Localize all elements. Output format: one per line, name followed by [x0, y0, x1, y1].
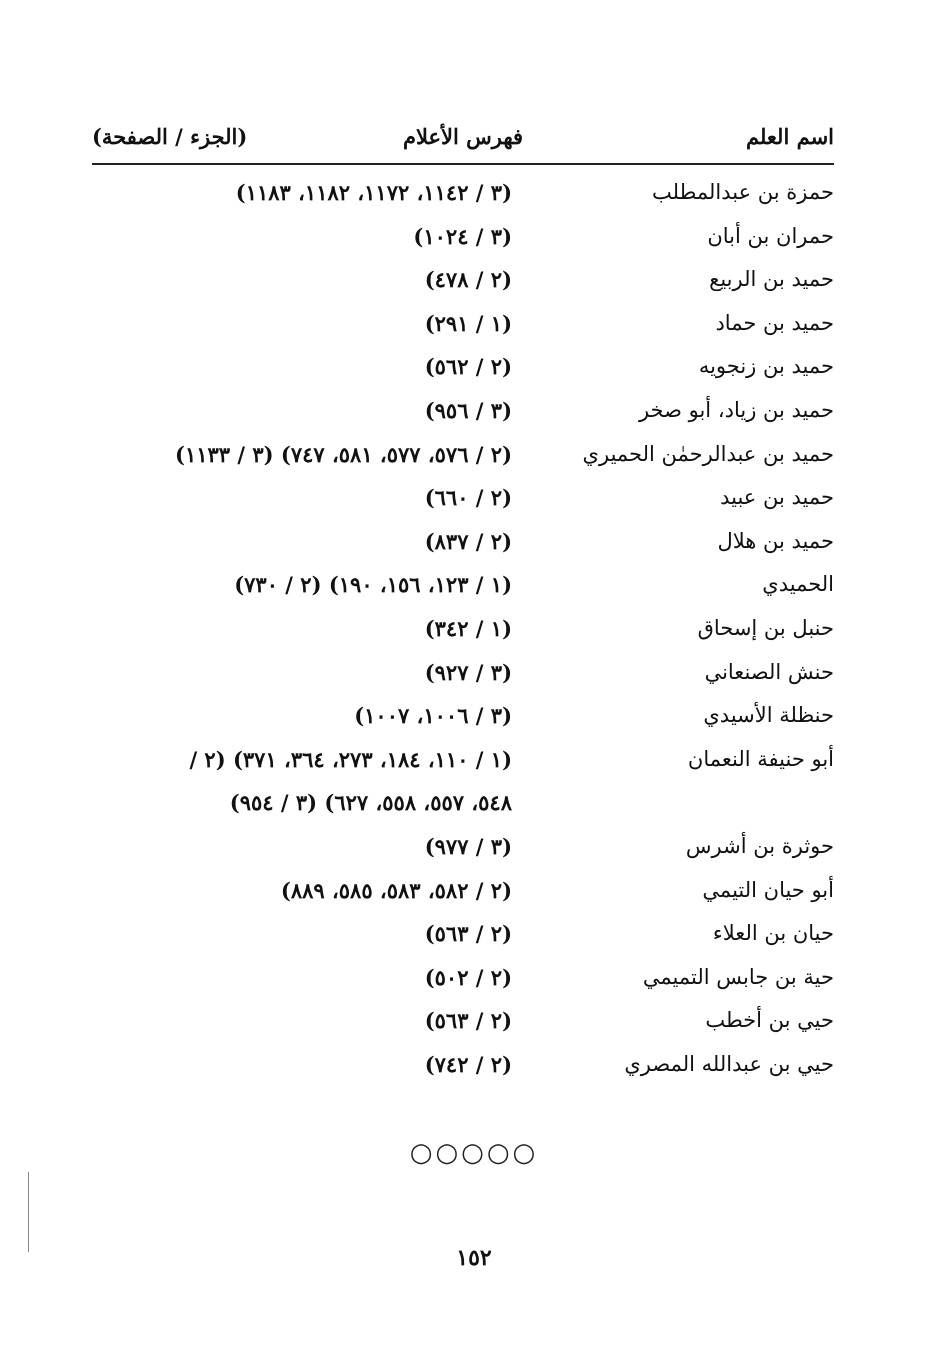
entry-pages: (٣ / ٩٥٦): [424, 397, 512, 423]
index-entry: [92, 434, 834, 478]
entry-name: حنبل بن إسحاق: [697, 615, 834, 640]
index-entry: [92, 390, 834, 434]
entry-pages: (١ / ١٢٣، ١٥٦، ١٩٠) (٢ / ٧٣٠): [234, 572, 512, 598]
entry-name: حميد بن عبيد: [720, 485, 834, 510]
entry-pages: (٣ / ١٠٢٤): [413, 223, 512, 249]
entry-name: الحميدي: [762, 572, 834, 597]
index-title: فهرس الأعلام: [402, 124, 524, 149]
entry-pages: (١ / ٢٩١): [424, 310, 512, 336]
entry-name: حيي بن أخطب: [705, 1008, 834, 1033]
entry-name: حنش الصنعاني: [704, 659, 834, 684]
entry-pages: (٣ / ٩٢٧): [424, 659, 512, 685]
index-entry: [92, 521, 834, 565]
header-divider: [92, 163, 834, 165]
entry-name: حمران بن أبان: [707, 223, 834, 248]
entry-pages: (٢ / ٨٣٧): [424, 528, 512, 554]
index-entry: [92, 564, 834, 608]
index-entry: [92, 695, 834, 739]
index-entry: [92, 1044, 834, 1088]
entry-pages: (٢ / ٥٧٦، ٥٧٧، ٥٨١، ٧٤٧) (٣ / ١١٣٣): [175, 441, 512, 467]
page-number: ١٥٢: [456, 1245, 492, 1271]
name-column-heading: اسم العلم: [745, 124, 834, 149]
index-entries: [92, 172, 834, 1087]
entry-name: حميد بن حماد: [715, 310, 834, 335]
index-entry: [92, 652, 834, 696]
entry-pages: (٢ / ٥٠٢): [424, 964, 512, 990]
entry-name: حميد بن عبدالرحمٰن الحميري: [582, 441, 834, 466]
index-entry: [92, 739, 834, 783]
entry-pages: (٢ / ٥٦٣): [424, 921, 512, 947]
entry-name: حميد بن هلال: [717, 528, 834, 553]
index-entry: [92, 608, 834, 652]
entry-pages: (١ / ١١٠، ١٨٤، ٢٧٣، ٣٦٤، ٣٧١) (٢ /: [189, 746, 512, 772]
entry-pages: ٥٤٨، ٥٥٧، ٥٥٨، ٦٢٧) (٣ / ٩٥٤): [229, 790, 512, 816]
entry-name: حيي بن عبدالله المصري: [624, 1051, 834, 1076]
entry-name: حية بن جابس التميمي: [642, 964, 834, 989]
index-entry: [92, 346, 834, 390]
entry-name: أبو حنيفة النعمان: [687, 746, 834, 771]
section-end-ornament: ○○○○○: [409, 1138, 539, 1168]
index-entry: [92, 172, 834, 216]
entry-pages: (٢ / ٥٦٣): [424, 1008, 512, 1034]
entry-name: حوثرة بن أشرس: [685, 833, 834, 858]
entry-pages: (٢ / ٧٤٢): [424, 1051, 512, 1077]
index-entry: [92, 870, 834, 914]
index-entry: [92, 826, 834, 870]
entry-pages: (٣ / ١٠٠٦، ١٠٠٧): [354, 703, 512, 729]
entry-name: حميد بن الربيع: [709, 267, 834, 292]
entry-pages: (٣ / ٩٧٧): [424, 833, 512, 859]
index-entry: [92, 216, 834, 260]
entry-name: حمزة بن عبدالمطلب: [652, 180, 834, 204]
index-entry: [92, 259, 834, 303]
entry-pages: (٢ / ٥٦٢): [424, 354, 512, 380]
entry-pages: (٣ / ١١٤٢، ١١٧٢، ١١٨٢، ١١٨٣): [235, 180, 512, 205]
entry-pages: (١ / ٣٤٢): [424, 615, 512, 641]
entry-pages: (٢ / ٤٧٨): [424, 267, 512, 293]
entry-name: حنظلة الأسيدي: [703, 703, 834, 728]
index-entry: [92, 913, 834, 957]
index-entry-continuation: [92, 782, 834, 826]
scan-margin-line: [28, 1172, 29, 1252]
index-header: [92, 118, 834, 158]
reference-column-heading: (الجزء / الصفحة): [92, 124, 248, 149]
index-entry: [92, 957, 834, 1001]
entry-name: حميد بن زنجويه: [698, 354, 834, 379]
entry-pages: (٢ / ٦٦٠): [424, 485, 512, 511]
index-entry: [92, 1000, 834, 1044]
index-entry: [92, 303, 834, 347]
entry-name: حميد بن زياد، أبو صخر: [638, 397, 834, 422]
entry-pages: (٢ / ٥٨٢، ٥٨٣، ٥٨٥، ٨٨٩): [280, 877, 512, 903]
index-entry: [92, 477, 834, 521]
entry-name: أبو حيان التيمي: [702, 877, 834, 902]
entry-name: حيان بن العلاء: [712, 921, 834, 946]
